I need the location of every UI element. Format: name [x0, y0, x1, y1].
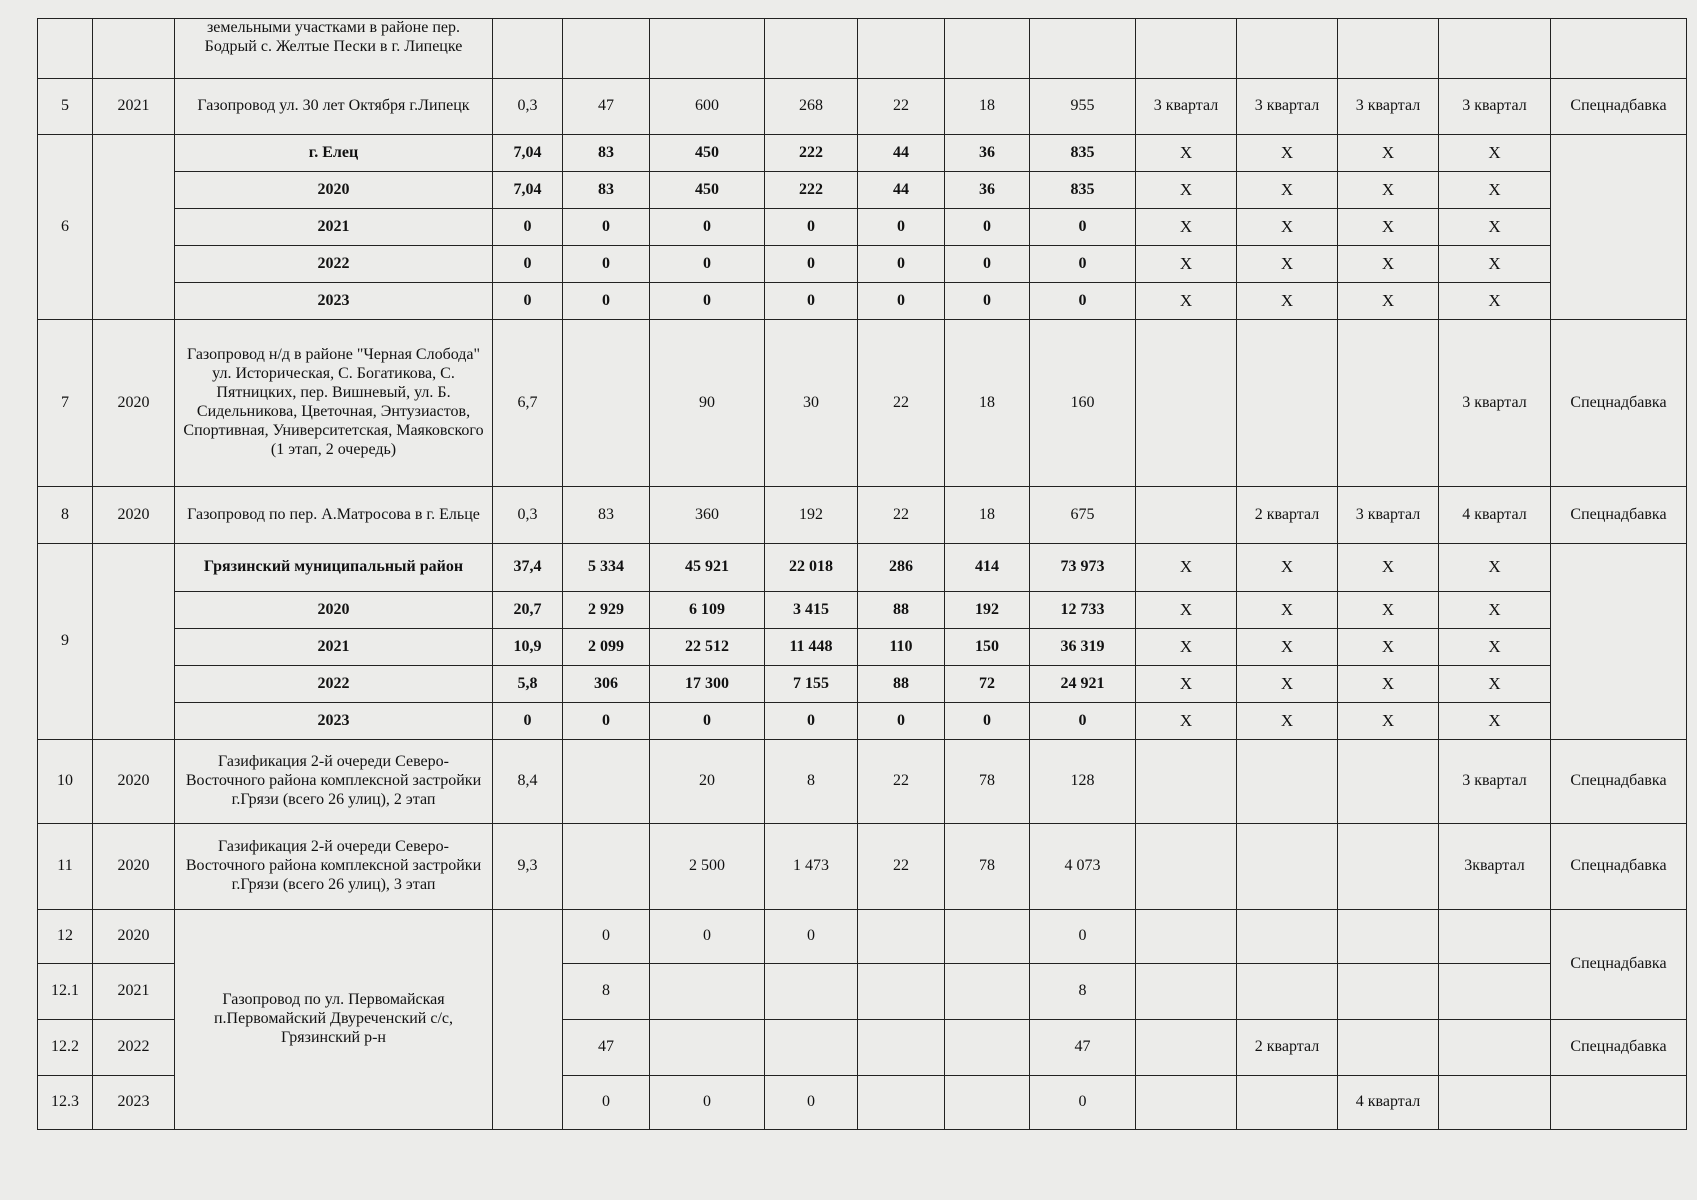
cell-value: 18 — [945, 487, 1030, 544]
cell-stage: 3 квартал — [1136, 79, 1237, 135]
cell-value: 0 — [765, 283, 858, 320]
cell-stage: 3 квартал — [1237, 79, 1338, 135]
cell-value: 0 — [765, 703, 858, 740]
cell-value: 222 — [765, 172, 858, 209]
cell-description: Газопровод ул. 30 лет Октября г.Липецк — [175, 79, 493, 135]
cell-value — [858, 1076, 945, 1130]
cell-year-label: 2021 — [175, 629, 493, 666]
cell-description: Газопровод по пер. А.Матросова в г. Ельце — [175, 487, 493, 544]
cell-value: 600 — [650, 79, 765, 135]
cell-length: 0 — [493, 209, 563, 246]
cell-value: 22 — [858, 79, 945, 135]
cell-source: Спецнадбавка — [1551, 320, 1687, 487]
cell-stage — [1136, 824, 1237, 910]
cell-value: 1 473 — [765, 824, 858, 910]
cell-stage — [1237, 320, 1338, 487]
cell-value: 0 — [945, 703, 1030, 740]
cell-value: 110 — [858, 629, 945, 666]
cell-value — [945, 1020, 1030, 1076]
cell-source: Спецнадбавка — [1551, 79, 1687, 135]
cell-value: 18 — [945, 320, 1030, 487]
cell-year-label: 2023 — [175, 283, 493, 320]
cell-source — [1551, 135, 1687, 320]
cell-year: 2022 — [93, 1020, 175, 1076]
cell-value: 17 300 — [650, 666, 765, 703]
cell-year: 2020 — [93, 320, 175, 487]
table-row-9-summary — [38, 544, 1687, 592]
cell-total: 8 — [1030, 964, 1136, 1020]
cell-length: 20,7 — [493, 592, 563, 629]
table-row-9-2023 — [38, 703, 1687, 740]
cell-value: 2 929 — [563, 592, 650, 629]
cell-description: Газопровод н/д в районе "Черная Слобода" ул. Историческая, С. Богатикова, С. Пятницких, пер. Вишневый, ул. Б. Сидельникова, Цветочная, Энтузиастов, Спортивная, Университетская, Маяковского (1 этап, 2 очередь) — [175, 320, 493, 487]
cell-source — [1551, 1076, 1687, 1130]
table-row-continuation — [38, 19, 1687, 79]
cell-length: 7,04 — [493, 172, 563, 209]
cell-value: 18 — [945, 79, 1030, 135]
cell-stage — [1136, 740, 1237, 824]
cell-value: 0 — [858, 246, 945, 283]
cell-length: 5,8 — [493, 666, 563, 703]
cell-x: X — [1338, 544, 1439, 592]
cell-value: 22 — [858, 740, 945, 824]
cell-value: 306 — [563, 666, 650, 703]
cell-value: 192 — [945, 592, 1030, 629]
cell-length: 0 — [493, 283, 563, 320]
cell-source: Спецнадбавка — [1551, 824, 1687, 910]
cell-x: X — [1136, 246, 1237, 283]
cell-value: 0 — [650, 283, 765, 320]
cell-year: 2021 — [93, 79, 175, 135]
cell-length: 0,3 — [493, 79, 563, 135]
cell-x: X — [1338, 629, 1439, 666]
cell-total: 160 — [1030, 320, 1136, 487]
cell-total: 955 — [1030, 79, 1136, 135]
cell-year-label: 2023 — [175, 703, 493, 740]
cell-stage — [1237, 910, 1338, 964]
cell-total: 0 — [1030, 1076, 1136, 1130]
cell-length — [493, 910, 563, 1130]
table-row-5 — [38, 79, 1687, 135]
cell-value: 36 — [945, 172, 1030, 209]
cell-source: Спецнадбавка — [1551, 1020, 1687, 1076]
cell-value: 20 — [650, 740, 765, 824]
cell-value — [765, 964, 858, 1020]
cell-num: 10 — [38, 740, 93, 824]
cell-length: 0 — [493, 246, 563, 283]
cell-value: 83 — [563, 135, 650, 172]
cell-stage — [1237, 824, 1338, 910]
cell-total: 24 921 — [1030, 666, 1136, 703]
cell-stage: 2 квартал — [1237, 487, 1338, 544]
cell-description: Газификация 2-й очереди Северо-Восточного района комплексной застройки г.Грязи (всего 26 улиц), 2 этап — [175, 740, 493, 824]
cell-x: X — [1439, 629, 1551, 666]
cell-x: X — [1136, 666, 1237, 703]
cell-year: 2020 — [93, 487, 175, 544]
cell-x: X — [1136, 592, 1237, 629]
cell-value: 90 — [650, 320, 765, 487]
cell-stage — [1439, 964, 1551, 1020]
cell-value — [945, 1076, 1030, 1130]
cell-stage: 3квартал — [1439, 824, 1551, 910]
cell-total: 36 319 — [1030, 629, 1136, 666]
cell-value: 0 — [945, 283, 1030, 320]
cell-title: Грязинский муниципальный район — [175, 544, 493, 592]
cell-stage — [1136, 964, 1237, 1020]
cell-stage — [1136, 1020, 1237, 1076]
table-row-11 — [38, 824, 1687, 910]
cell-value: 11 448 — [765, 629, 858, 666]
cell-value: 78 — [945, 824, 1030, 910]
table-row-12 — [38, 910, 1687, 964]
cell-length: 8,4 — [493, 740, 563, 824]
cell-value — [945, 964, 1030, 1020]
cell-num: 7 — [38, 320, 93, 487]
cell-num: 12 — [38, 910, 93, 964]
cell-value: 30 — [765, 320, 858, 487]
cell-value: 0 — [858, 209, 945, 246]
cell-stage — [1237, 964, 1338, 1020]
cell-source: Спецнадбавка — [1551, 487, 1687, 544]
cell-value: 0 — [765, 246, 858, 283]
table-row-6-2020 — [38, 172, 1687, 209]
cell-total: 0 — [1030, 703, 1136, 740]
cell-x: X — [1338, 172, 1439, 209]
cell-value: 44 — [858, 135, 945, 172]
cell-stage — [1338, 740, 1439, 824]
table-row-6-summary — [38, 135, 1687, 172]
table-row-6-2021 — [38, 209, 1687, 246]
cell-x: X — [1439, 135, 1551, 172]
cell-x: X — [1439, 246, 1551, 283]
cell-value: 0 — [945, 209, 1030, 246]
cell-value: 0 — [563, 1076, 650, 1130]
cell-value: 0 — [765, 910, 858, 964]
cell-total: 0 — [1030, 910, 1136, 964]
cell-x: X — [1439, 544, 1551, 592]
cell-stage — [1136, 487, 1237, 544]
cell-value: 8 — [563, 964, 650, 1020]
cell-x: X — [1136, 172, 1237, 209]
cell-num: 6 — [38, 135, 93, 320]
cell-total: 835 — [1030, 135, 1136, 172]
cell-value: 44 — [858, 172, 945, 209]
cell-x: X — [1439, 172, 1551, 209]
cell-value: 268 — [765, 79, 858, 135]
cell-value: 6 109 — [650, 592, 765, 629]
cell-year-label: 2020 — [175, 592, 493, 629]
cell-value: 3 415 — [765, 592, 858, 629]
cell-x: X — [1136, 629, 1237, 666]
cell-x: X — [1237, 544, 1338, 592]
cell-x: X — [1237, 172, 1338, 209]
cell-value — [650, 1020, 765, 1076]
table-row-6-2023 — [38, 283, 1687, 320]
cell-length: 0,3 — [493, 487, 563, 544]
cell-value: 0 — [858, 283, 945, 320]
table-row-9-2021 — [38, 629, 1687, 666]
cell-description: Газопровод по ул. Первомайская п.Первомайский Двуреченский с/с, Грязинский р-н — [175, 910, 493, 1130]
cell-length: 6,7 — [493, 320, 563, 487]
cell-stage — [1439, 910, 1551, 964]
cell-value: 22 — [858, 824, 945, 910]
cell-value: 0 — [765, 209, 858, 246]
cell-x: X — [1136, 283, 1237, 320]
cell-value — [765, 1020, 858, 1076]
cell-stage: 3 квартал — [1439, 740, 1551, 824]
cell-x: X — [1439, 283, 1551, 320]
cell-stage — [1237, 740, 1338, 824]
cell-x: X — [1136, 209, 1237, 246]
cell-description: Газификация 2-й очереди Северо-Восточного района комплексной застройки г.Грязи (всего 26 улиц), 3 этап — [175, 824, 493, 910]
cell-total: 835 — [1030, 172, 1136, 209]
cell-value: 0 — [765, 1076, 858, 1130]
cell-x: X — [1439, 703, 1551, 740]
cell-value: 2 500 — [650, 824, 765, 910]
cell-stage: 3 квартал — [1439, 79, 1551, 135]
cell-x: X — [1338, 703, 1439, 740]
cell-value: 45 921 — [650, 544, 765, 592]
cell-stage — [1338, 964, 1439, 1020]
cell-value: 0 — [563, 209, 650, 246]
cell-value: 450 — [650, 172, 765, 209]
cell-x: X — [1338, 666, 1439, 703]
cell-x: X — [1439, 592, 1551, 629]
cell-value: 0 — [945, 246, 1030, 283]
cell-x: X — [1237, 246, 1338, 283]
cell-stage — [1439, 1020, 1551, 1076]
table-row-9-2022 — [38, 666, 1687, 703]
cell-total: 73 973 — [1030, 544, 1136, 592]
cell-value — [858, 964, 945, 1020]
cell-value: 192 — [765, 487, 858, 544]
cell-value — [563, 320, 650, 487]
cell-value: 0 — [563, 703, 650, 740]
cell-value: 2 099 — [563, 629, 650, 666]
cell-value: 0 — [858, 703, 945, 740]
cell-x: X — [1338, 592, 1439, 629]
cell-x: X — [1338, 209, 1439, 246]
cell-value: 47 — [563, 1020, 650, 1076]
cell-value: 7 155 — [765, 666, 858, 703]
cell-description: земельными участками в районе пер. Бодрый с. Желтые Пески в г. Липецке — [175, 19, 493, 79]
cell-stage — [1136, 1076, 1237, 1130]
cell-total: 675 — [1030, 487, 1136, 544]
cell-total: 47 — [1030, 1020, 1136, 1076]
cell-year: 2021 — [93, 964, 175, 1020]
cell-x: X — [1136, 703, 1237, 740]
cell-value — [858, 910, 945, 964]
cell-value — [945, 910, 1030, 964]
cell-value: 47 — [563, 79, 650, 135]
cell-value: 83 — [563, 172, 650, 209]
cell-value: 0 — [650, 246, 765, 283]
cell-length: 9,3 — [493, 824, 563, 910]
cell-year: 2020 — [93, 824, 175, 910]
table-row-10 — [38, 740, 1687, 824]
cell-value — [563, 740, 650, 824]
cell-x: X — [1237, 703, 1338, 740]
cell-stage — [1237, 1076, 1338, 1130]
cell-year-label: 2020 — [175, 172, 493, 209]
cell-value: 22 — [858, 487, 945, 544]
cell-value: 286 — [858, 544, 945, 592]
cell-source — [1551, 544, 1687, 740]
cell-value: 83 — [563, 487, 650, 544]
cell-value: 0 — [650, 703, 765, 740]
cell-value: 8 — [765, 740, 858, 824]
cell-x: X — [1136, 544, 1237, 592]
cell-num: 12.1 — [38, 964, 93, 1020]
cell-value: 0 — [650, 1076, 765, 1130]
cell-value: 0 — [563, 246, 650, 283]
cell-x: X — [1439, 209, 1551, 246]
cell-num: 12.3 — [38, 1076, 93, 1130]
cell-stage: 3 квартал — [1338, 79, 1439, 135]
cell-num — [38, 19, 93, 79]
cell-value: 22 512 — [650, 629, 765, 666]
cell-value — [563, 824, 650, 910]
cell-x: X — [1237, 135, 1338, 172]
cell-value: 0 — [563, 283, 650, 320]
cell-stage — [1136, 320, 1237, 487]
cell-x: X — [1237, 283, 1338, 320]
cell-stage — [1338, 1020, 1439, 1076]
cell-stage: 2 квартал — [1237, 1020, 1338, 1076]
cell-length: 10,9 — [493, 629, 563, 666]
cell-x: X — [1439, 666, 1551, 703]
cell-x: X — [1338, 246, 1439, 283]
cell-year — [93, 135, 175, 320]
cell-value: 222 — [765, 135, 858, 172]
cell-year-label: 2021 — [175, 209, 493, 246]
cell-value: 0 — [563, 910, 650, 964]
cell-year-label: 2022 — [175, 666, 493, 703]
cell-x: X — [1136, 135, 1237, 172]
cell-x: X — [1237, 666, 1338, 703]
cell-stage: 3 квартал — [1439, 320, 1551, 487]
cell-stage — [1338, 910, 1439, 964]
cell-length: 0 — [493, 703, 563, 740]
table-row-6-2022 — [38, 246, 1687, 283]
cell-year — [93, 544, 175, 740]
cell-x: X — [1338, 135, 1439, 172]
cell-stage — [1338, 824, 1439, 910]
table-row-7 — [38, 320, 1687, 487]
cell-length: 37,4 — [493, 544, 563, 592]
cell-value: 88 — [858, 592, 945, 629]
cell-value — [650, 964, 765, 1020]
cell-value: 0 — [650, 209, 765, 246]
cell-total: 4 073 — [1030, 824, 1136, 910]
cell-num: 9 — [38, 544, 93, 740]
cell-x: X — [1237, 209, 1338, 246]
cell-year — [93, 19, 175, 79]
cell-value — [858, 1020, 945, 1076]
table-row-9-2020 — [38, 592, 1687, 629]
cell-value: 22 — [858, 320, 945, 487]
cell-year: 2020 — [93, 910, 175, 964]
cell-total: 128 — [1030, 740, 1136, 824]
cell-total: 0 — [1030, 283, 1136, 320]
cell-stage — [1136, 910, 1237, 964]
table-row-8 — [38, 487, 1687, 544]
cell-x: X — [1338, 283, 1439, 320]
cell-stage: 4 квартал — [1338, 1076, 1439, 1130]
cell-value: 150 — [945, 629, 1030, 666]
cell-year: 2020 — [93, 740, 175, 824]
cell-stage: 3 квартал — [1338, 487, 1439, 544]
cell-stage: 4 квартал — [1439, 487, 1551, 544]
cell-num: 12.2 — [38, 1020, 93, 1076]
cell-num: 8 — [38, 487, 93, 544]
gasification-table — [37, 18, 1687, 1130]
cell-year: 2023 — [93, 1076, 175, 1130]
cell-value: 78 — [945, 740, 1030, 824]
cell-value: 0 — [650, 910, 765, 964]
cell-x: X — [1237, 592, 1338, 629]
cell-value: 22 018 — [765, 544, 858, 592]
cell-title: г. Елец — [175, 135, 493, 172]
cell-value: 88 — [858, 666, 945, 703]
cell-source: Спецнадбавка — [1551, 740, 1687, 824]
cell-value: 360 — [650, 487, 765, 544]
cell-year-label: 2022 — [175, 246, 493, 283]
cell-value: 450 — [650, 135, 765, 172]
cell-value: 72 — [945, 666, 1030, 703]
cell-num: 11 — [38, 824, 93, 910]
cell-total: 12 733 — [1030, 592, 1136, 629]
cell-value: 5 334 — [563, 544, 650, 592]
cell-value: 414 — [945, 544, 1030, 592]
cell-num: 5 — [38, 79, 93, 135]
cell-stage — [1338, 320, 1439, 487]
cell-stage — [1439, 1076, 1551, 1130]
cell-value: 36 — [945, 135, 1030, 172]
cell-x: X — [1237, 629, 1338, 666]
cell-total: 0 — [1030, 246, 1136, 283]
cell-total: 0 — [1030, 209, 1136, 246]
cell-source: Спецнадбавка — [1551, 910, 1687, 1020]
cell-length: 7,04 — [493, 135, 563, 172]
